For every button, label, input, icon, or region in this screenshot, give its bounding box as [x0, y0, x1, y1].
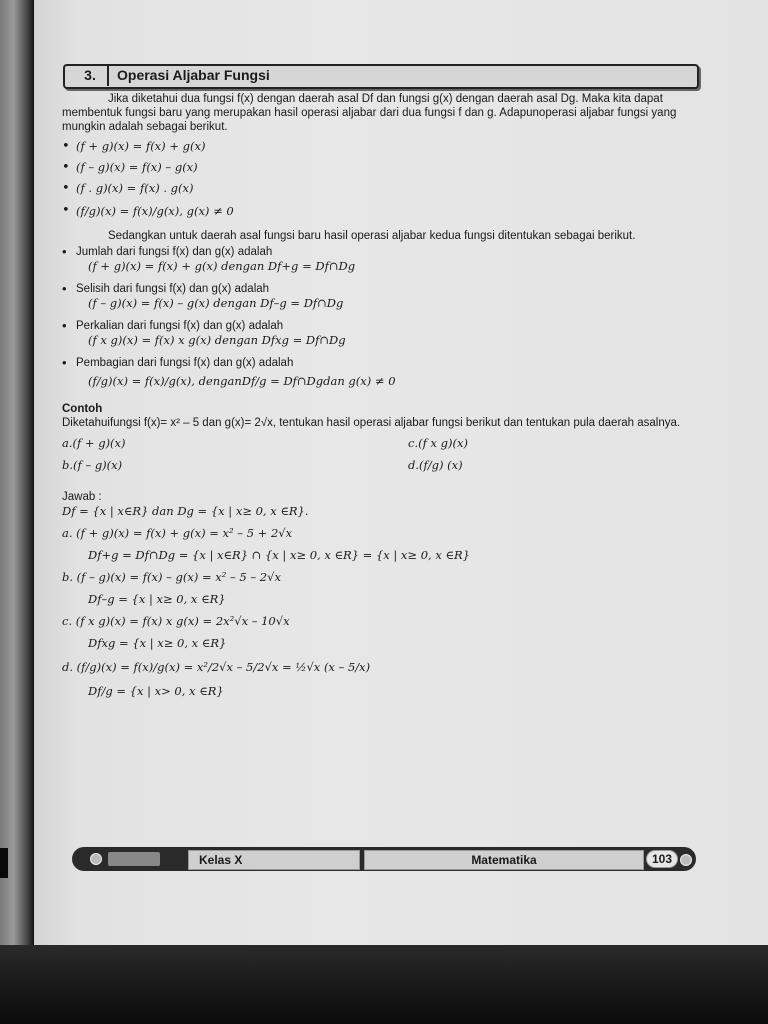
footer-subject-label: Matematika — [364, 850, 644, 870]
example-item-a: a.(f + g)(x) — [62, 436, 126, 450]
example-items-row-2 — [62, 454, 706, 476]
page-content — [62, 92, 706, 702]
operation-quotient: • (f/g)(x) = f(x)/g(x), g(x) ≠ 0 — [62, 199, 706, 223]
page-edge-tab — [0, 848, 8, 878]
example-problem: Diketahuifungsi f(x)= x² – 5 dan g(x)= 2√x, tentukan hasil operasi aljabar fungsi berikut dan tentukan pula daerah asalnya. — [62, 417, 681, 429]
domain-rule-product-title: • Perkalian dari fungsi f(x) dan g(x) adalah — [62, 319, 706, 333]
example-heading: Contoh — [62, 403, 103, 415]
page-footer — [72, 847, 696, 871]
answer-d: d. (f/g)(x) = f(x)/g(x) = x²/2√x – 5/2√x = ½√x (x – 5/x) — [62, 660, 371, 674]
answer-d-domain: Df/g = {x | x> 0, x ∈R} — [88, 684, 224, 698]
section-title: Operasi Aljabar Fungsi — [117, 67, 270, 83]
operation-product: • (f . g)(x) = f(x) . g(x) — [62, 178, 706, 199]
domain-rule-quotient-formula: (f/g)(x) = f(x)/g(x), denganDf/g = Df∩Dgdan g(x) ≠ 0 — [88, 374, 396, 388]
page-number: 103 — [646, 850, 678, 868]
example-item-b: b.(f – g)(x) — [62, 458, 123, 472]
answer-c: c. (f x g)(x) = f(x) x g(x) = 2x²√x – 10√x — [62, 614, 290, 628]
book-binding — [0, 0, 34, 945]
footer-logo-group — [90, 850, 174, 868]
domain-intro: Sedangkan untuk daerah asal fungsi baru hasil operasi aljabar kedua fungsi ditentukan sebagai berikut. — [108, 230, 636, 242]
section-header — [63, 64, 699, 89]
answer-b: b. (f – g)(x) = f(x) – g(x) = x² – 5 – 2√x — [62, 570, 281, 584]
answer-b-domain: Df–g = {x | x≥ 0, x ∈R} — [88, 592, 226, 606]
domain-rule-sum-formula: (f + g)(x) = f(x) + g(x) dengan Df+g = Df∩Dg — [88, 259, 356, 273]
answer-a: a. (f + g)(x) = f(x) + g(x) = x² – 5 + 2√x — [62, 526, 293, 540]
answer-steps — [62, 522, 706, 702]
background-shadow — [0, 945, 768, 1024]
answer-given: Df = {x | x∈R} dan Dg = {x | x≥ 0, x ∈R}. — [62, 504, 309, 518]
domain-rule-difference-formula: (f – g)(x) = f(x) – g(x) dengan Df–g = Df∩Dg — [88, 296, 344, 310]
section-number: 3. — [73, 65, 109, 86]
operation-difference: • (f – g)(x) = f(x) – g(x) — [62, 157, 706, 178]
example-item-c: c.(f x g)(x) — [408, 436, 468, 450]
domain-rule-difference-title: • Selisih dari fungsi f(x) dan g(x) adalah — [62, 282, 706, 296]
footer-bullet-icon-right — [680, 854, 692, 866]
example-item-d: d.(f/g) (x) — [408, 458, 463, 472]
domain-rules-list — [62, 245, 706, 388]
footer-class-label: Kelas X — [188, 850, 360, 870]
footer-bullet-icon — [90, 853, 102, 865]
operation-sum: • (f + g)(x) = f(x) + g(x) — [62, 136, 706, 157]
intro-paragraph: Jika diketahui dua fungsi f(x) dengan daerah asal Df dan fungsi g(x) dengan daerah asal Dg. Maka kita dapat membentuk fungsi baru yang merupakan hasil operasi aljabar dari dua fungsi f dan g. Adapunoperasi aljabar fungsi yang mungkin adalah sebagai berikut. — [62, 93, 677, 133]
domain-rule-quotient-title: • Pembagian dari fungsi f(x) dan g(x) adalah — [62, 356, 706, 370]
answer-a-domain: Df+g = Df∩Dg = {x | x∈R} ∩ {x | x≥ 0, x ∈R} = {x | x≥ 0, x ∈R} — [88, 548, 470, 562]
publisher-logo — [108, 852, 160, 866]
answer-c-domain: Dfxg = {x | x≥ 0, x ∈R} — [88, 636, 227, 650]
answer-heading: Jawab : — [62, 491, 102, 503]
domain-rule-product-formula: (f x g)(x) = f(x) x g(x) dengan Dfxg = Df∩Dg — [88, 333, 346, 347]
domain-rule-sum-title: • Jumlah dari fungsi f(x) dan g(x) adalah — [62, 245, 706, 259]
operations-list — [62, 136, 706, 223]
example-items-row-1 — [62, 432, 706, 454]
